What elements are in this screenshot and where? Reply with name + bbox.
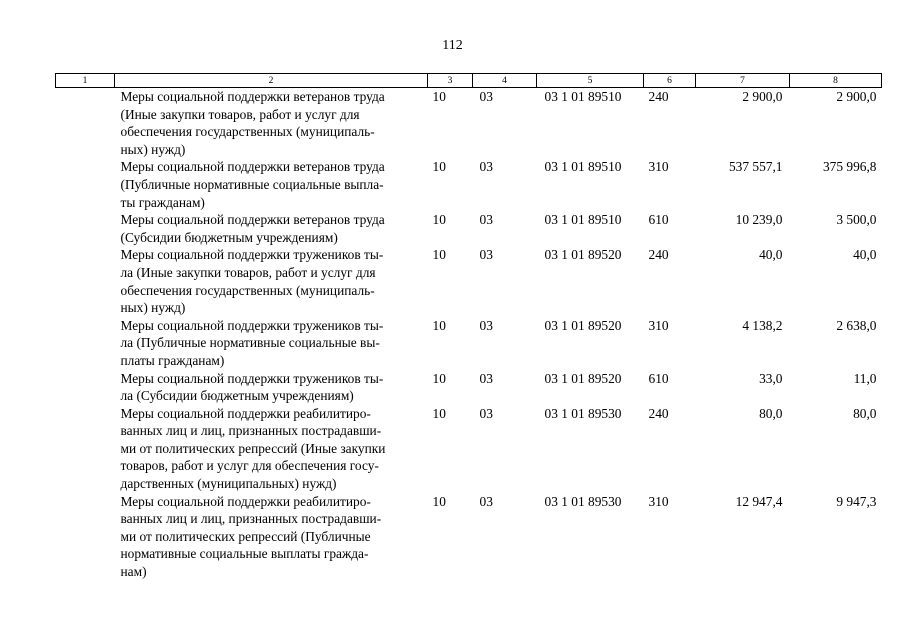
amount-2-cell: 3 500,0 — [836, 212, 877, 228]
section-code-cell: 10 — [432, 212, 446, 228]
table-row — [56, 246, 882, 316]
table-body — [56, 88, 882, 581]
header-col-6: 6 — [644, 74, 696, 88]
expense-name-line: ла (Иные закупки товаров, работ и услуг для — [120, 264, 376, 280]
row-number-cell — [56, 317, 115, 370]
expense-name-line: ты гражданам) — [120, 194, 205, 210]
section-code-cell: 10 — [432, 493, 446, 509]
expense-type-cell: 610 — [648, 212, 669, 228]
amount-2-cell: 9 947,3 — [836, 493, 877, 509]
expense-name-line: обеспечения государственных (муниципаль- — [120, 124, 375, 140]
expense-name-cell — [115, 158, 428, 211]
amount-2-cell: 2 638,0 — [836, 317, 877, 333]
target-article-cell: 03 1 01 89510 — [544, 89, 622, 104]
table-row — [56, 405, 882, 493]
header-col-4: 4 — [473, 74, 537, 88]
expense-name-line: ла (Субсидии бюджетным учреждениям) — [120, 388, 354, 404]
amount-1-cell: 80,0 — [759, 405, 783, 421]
table-row — [56, 158, 882, 211]
row-number-cell — [56, 158, 115, 211]
amount-1-cell: 537 557,1 — [728, 159, 783, 175]
expense-name-line: ных) нужд) — [120, 300, 186, 316]
amount-1-cell: 10 239,0 — [735, 212, 783, 228]
expense-type-cell: 310 — [648, 159, 669, 175]
target-article-cell: 03 1 01 89530 — [544, 405, 622, 421]
expense-name-line: Меры социальной поддержки тружеников ты- — [120, 317, 384, 333]
amount-1-cell: 12 947,4 — [735, 493, 783, 509]
target-article-cell: 03 1 01 89520 — [544, 247, 622, 263]
target-article-cell: 03 1 01 89530 — [544, 493, 622, 509]
header-col-7: 7 — [696, 74, 790, 88]
header-col-5: 5 — [537, 74, 644, 88]
expense-name-cell — [115, 211, 428, 246]
subsection-code-cell: 03 — [479, 212, 493, 228]
expense-name-line: нормативные социальные выплаты гражда- — [120, 546, 369, 562]
section-code-cell: 10 — [432, 405, 446, 421]
expense-name-cell — [115, 405, 428, 493]
table-row — [56, 317, 882, 370]
expense-name-line: ми от политических репрессий (Публичные — [120, 528, 371, 544]
expense-name-line: ми от политических репрессий (Иные закупки — [120, 440, 386, 456]
subsection-code-cell: 03 — [479, 370, 493, 386]
subsection-code-cell: 03 — [479, 89, 493, 104]
expense-name-line: нам) — [120, 564, 147, 580]
expense-name-line: Меры социальной поддержки тружеников ты- — [120, 247, 384, 263]
table-row — [56, 370, 882, 405]
amount-2-cell: 375 996,8 — [822, 159, 877, 175]
expense-name-line: товаров, работ и услуг для обеспечения госу- — [120, 458, 379, 474]
row-number-cell — [56, 493, 115, 581]
target-article-cell: 03 1 01 89520 — [544, 370, 622, 386]
expense-name-line: ванных лиц и лиц, признанных пострадавши- — [120, 423, 382, 439]
subsection-code-cell: 03 — [479, 493, 493, 509]
target-article-cell: 03 1 01 89510 — [544, 159, 622, 175]
expense-name-line: платы гражданам) — [120, 352, 225, 368]
budget-table — [55, 73, 882, 581]
expense-name-line: Меры социальной поддержки тружеников ты- — [120, 370, 384, 386]
expense-type-cell: 310 — [648, 493, 669, 509]
expense-type-cell: 240 — [648, 247, 669, 263]
target-article-cell: 03 1 01 89510 — [544, 212, 622, 228]
expense-name-line: Меры социальной поддержки ветеранов труда — [120, 212, 385, 228]
amount-1-cell: 33,0 — [759, 370, 783, 386]
expense-name-line: Меры социальной поддержки ветеранов труда — [120, 89, 385, 104]
amount-2-cell: 2 900,0 — [836, 89, 877, 104]
table-row — [56, 211, 882, 246]
table-row — [56, 88, 882, 159]
row-number-cell — [56, 370, 115, 405]
expense-name-line: (Иные закупки товаров, работ и услуг для — [120, 106, 360, 122]
amount-1-cell: 4 138,2 — [742, 317, 783, 333]
table-row — [56, 493, 882, 581]
expense-name-line: Меры социальной поддержки реабилитиро- — [120, 405, 371, 421]
expense-type-cell: 310 — [648, 317, 669, 333]
header-col-3: 3 — [428, 74, 473, 88]
section-code-cell: 10 — [432, 159, 446, 175]
expense-name-line: Меры социальной поддержки ветеранов труда — [120, 159, 385, 175]
expense-name-line: ных) нужд) — [120, 141, 186, 157]
expense-name-cell — [115, 317, 428, 370]
expense-name-line: ла (Публичные нормативные социальные вы- — [120, 335, 380, 351]
page-number: 112 — [442, 38, 463, 53]
expense-type-cell: 240 — [648, 89, 669, 104]
amount-1-cell: 2 900,0 — [742, 89, 783, 104]
amount-1-cell: 40,0 — [759, 247, 783, 263]
expense-name-cell — [115, 88, 428, 159]
header-row — [56, 74, 882, 88]
row-number-cell — [56, 246, 115, 316]
header-col-2: 2 — [115, 74, 428, 88]
subsection-code-cell: 03 — [479, 247, 493, 263]
subsection-code-cell: 03 — [479, 159, 493, 175]
expense-name-line: (Публичные нормативные социальные выпла- — [120, 176, 384, 192]
expense-name-cell — [115, 370, 428, 405]
amount-2-cell: 80,0 — [853, 405, 877, 421]
expense-type-cell: 240 — [648, 405, 669, 421]
target-article-cell: 03 1 01 89520 — [544, 317, 622, 333]
expense-name-cell — [115, 493, 428, 581]
header-col-8: 8 — [790, 74, 882, 88]
expense-name-line: Меры социальной поддержки реабилитиро- — [120, 493, 371, 509]
subsection-code-cell: 03 — [479, 405, 493, 421]
expense-name-line: дарственных (муниципальных) нужд) — [120, 476, 337, 492]
row-number-cell — [56, 211, 115, 246]
amount-2-cell: 40,0 — [853, 247, 877, 263]
section-code-cell: 10 — [432, 317, 446, 333]
table-header — [56, 74, 882, 88]
expense-name-line: (Субсидии бюджетным учреждениям) — [120, 229, 338, 245]
row-number-cell — [56, 405, 115, 493]
amount-2-cell: 11,0 — [853, 370, 877, 386]
expense-type-cell: 610 — [648, 370, 669, 386]
section-code-cell: 10 — [432, 89, 446, 104]
subsection-code-cell: 03 — [479, 317, 493, 333]
expense-name-line: ванных лиц и лиц, признанных пострадавши- — [120, 511, 382, 527]
row-number-cell — [56, 88, 115, 159]
expense-name-cell — [115, 246, 428, 316]
section-code-cell: 10 — [432, 370, 446, 386]
expense-name-line: обеспечения государственных (муниципаль- — [120, 282, 375, 298]
section-code-cell: 10 — [432, 247, 446, 263]
header-col-1: 1 — [56, 74, 115, 88]
